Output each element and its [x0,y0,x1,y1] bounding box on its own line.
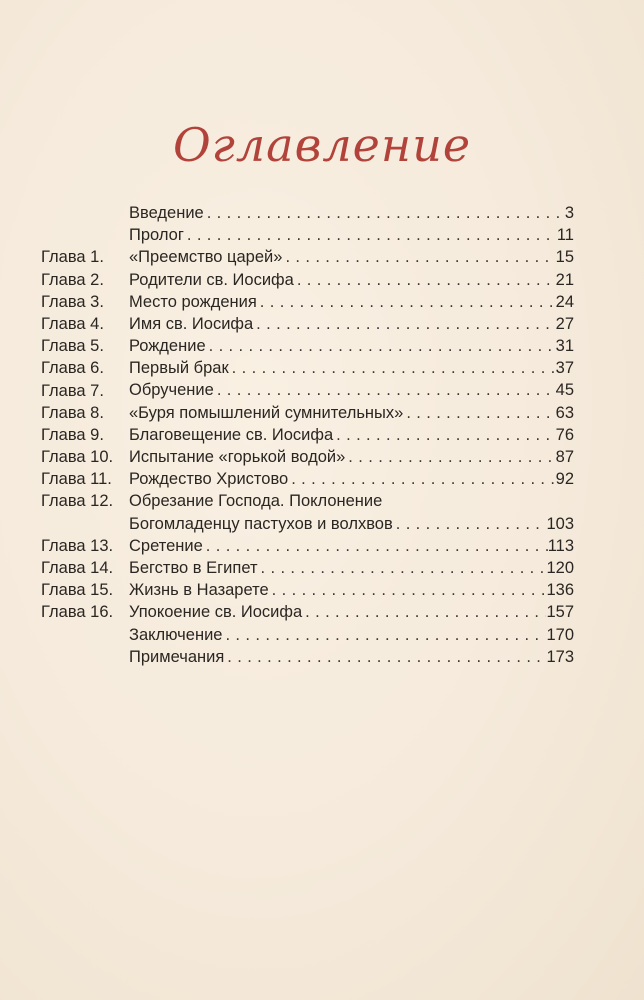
page-number: 3 [564,203,574,222]
chapter-label: Глава 16. [41,603,114,622]
chapter-label: Глава 13. [41,536,114,555]
dot-leader [258,557,547,579]
page-number: 120 [546,559,574,577]
dot-leader [203,535,548,557]
toc-entry-chapter-13 [41,535,574,557]
page-number: 173 [546,647,574,666]
chapter-label: Глава 7. [41,381,104,400]
page-number: 45 [555,381,574,400]
entry-title: Жизнь в Назарете [129,581,269,600]
toc-entry-chapter-5 [41,335,574,357]
chapter-label: Глава 3. [41,292,104,311]
entry-title: Пролог [129,226,184,245]
toc-entry-chapter-6 [41,357,574,379]
entry-title: Бегство в Египет [129,559,258,577]
entry-title: Примечания [129,647,225,666]
page-number: 136 [546,581,574,600]
dot-leader [403,402,555,424]
page-number: 63 [555,403,574,422]
entry-title: Рождество Христово [129,470,289,489]
dot-leader [204,202,565,224]
page-number: 113 [547,536,574,555]
chapter-label: Глава 15. [41,581,114,600]
toc-entry-chapter-2 [41,269,574,291]
chapter-label: Глава 11. [41,470,112,489]
chapter-label: Глава 5. [41,337,104,356]
toc-entry-conclusion [41,624,574,646]
entry-title: Родители св. Иосифа [129,270,294,289]
entry-title: Сретение [129,536,203,555]
toc-entry-chapter-3 [41,291,574,313]
page-number: 31 [555,337,574,356]
entry-title-continued: Богомладенцу пастухов и волхвов [129,514,393,533]
dot-leader [206,335,556,357]
dot-leader [257,291,556,313]
toc-entry-prologue [41,224,574,246]
entry-title: Обрезание Господа. Поклонение [129,492,383,511]
dot-leader [253,313,555,335]
toc-entry-chapter-12 [41,490,574,534]
chapter-label: Глава 12. [41,492,114,511]
page-number: 21 [555,270,574,289]
page-number: 27 [555,314,574,333]
page-number: 37 [555,359,574,378]
dot-leader [393,513,547,535]
dot-leader [302,601,546,623]
chapter-label: Глава 4. [41,314,104,333]
page-number: 157 [546,603,574,622]
dot-leader [282,246,555,268]
page-number: 76 [555,425,574,444]
entry-title: Введение [129,203,204,222]
toc-entry-chapter-1 [41,246,574,268]
toc-entry-chapter-8 [41,402,574,424]
toc-entry-chapter-7 [41,380,574,402]
entry-title: Благовещение св. Иосифа [129,425,334,444]
entry-title: «Буря помышлений сумнительных» [129,403,404,422]
toc-entry-introduction [41,202,574,224]
entry-title: Упокоение св. Иосифа [129,603,303,622]
entry-title: Место рождения [129,292,257,311]
dot-leader [269,579,547,601]
entry-title: Первый брак [129,359,229,378]
dot-leader [288,468,555,490]
dot-leader [294,269,556,291]
page-number: 15 [555,248,574,267]
toc-entry-chapter-9 [41,424,574,446]
page-number: 24 [555,292,574,311]
dot-leader [333,424,556,446]
dot-leader [222,624,546,646]
chapter-label: Глава 1. [41,248,104,267]
page-number: 87 [555,448,574,467]
dot-leader [224,646,546,668]
dot-leader [214,379,556,401]
chapter-label: Глава 9. [41,425,104,444]
toc-entry-chapter-10 [41,446,574,468]
page-title: Оглавление [172,118,472,172]
entry-title: «Преемство царей» [129,248,283,267]
chapter-label: Глава 2. [41,270,104,289]
toc-entry-notes [41,646,574,668]
page-number: 103 [546,514,574,533]
entry-title: Рождение [129,337,206,356]
page-number: 170 [546,625,574,644]
chapter-label: Глава 14. [41,559,114,578]
table-of-contents [41,202,574,668]
chapter-label: Глава 8. [41,403,104,422]
toc-entry-chapter-15 [41,579,574,601]
dot-leader [345,446,555,468]
entry-title: Обручение [129,381,214,400]
entry-title: Заключение [129,625,223,644]
entry-title: Испытание «горькой водой» [129,448,346,467]
page-number: 92 [555,470,574,489]
dot-leader [184,224,557,246]
dot-leader [229,357,556,379]
toc-entry-chapter-16 [41,601,574,623]
entry-title: Имя св. Иосифа [129,314,254,333]
toc-entry-chapter-4 [41,313,574,335]
chapter-label: Глава 10. [41,448,114,467]
toc-entry-chapter-14 [41,557,574,579]
page-number: 11 [556,226,574,245]
chapter-label: Глава 6. [41,359,104,378]
toc-entry-chapter-11 [41,468,574,490]
